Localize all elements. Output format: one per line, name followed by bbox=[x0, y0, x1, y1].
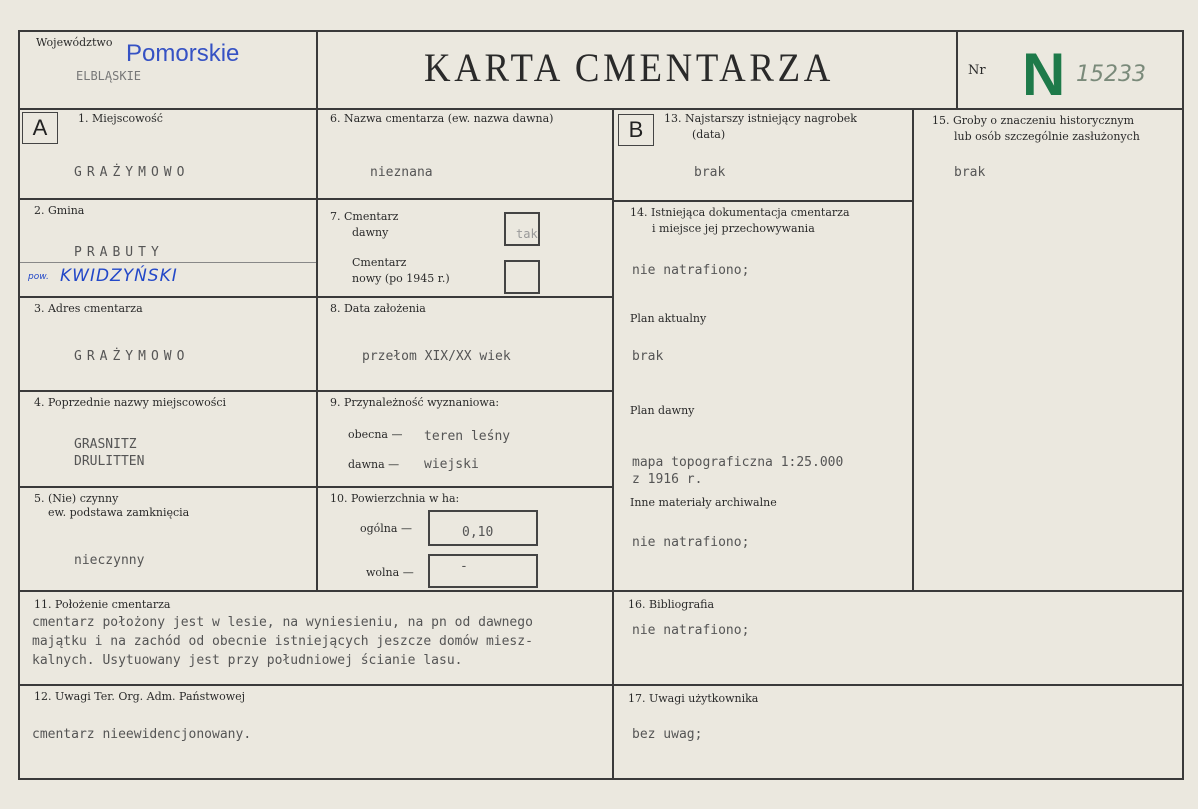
field12-value: cmentarz nieewidencjonowany. bbox=[32, 727, 252, 742]
field13-label2: (data) bbox=[692, 128, 726, 141]
field9-former-value: wiejski bbox=[424, 457, 479, 472]
field10-free-label: wolna — bbox=[366, 566, 414, 579]
field4-label: 4. Poprzednie nazwy miejscowości bbox=[34, 396, 227, 409]
field2-powiat-prefix: pow. bbox=[28, 272, 49, 282]
divider-m3 bbox=[316, 390, 612, 392]
field3-label: 3. Adres cmentarza bbox=[34, 302, 143, 315]
field7-new-checkbox[interactable] bbox=[504, 260, 540, 294]
field16-value: nie natrafiono; bbox=[632, 623, 750, 638]
plan-old-value2: z 1916 r. bbox=[632, 472, 703, 487]
divider-r1 bbox=[18, 198, 316, 200]
field1-value: GRAŻYMOWO bbox=[74, 165, 190, 180]
field7-old-value: tak bbox=[516, 227, 538, 241]
field17-label: 17. Uwagi użytkownika bbox=[628, 692, 759, 705]
section-b-box: B bbox=[618, 114, 654, 146]
field14-value: nie natrafiono; bbox=[632, 263, 750, 278]
plan-old-label: Plan dawny bbox=[630, 404, 695, 417]
field2-value: PRABUTY bbox=[74, 245, 164, 260]
voivodeship-stamp: Pomorskie bbox=[126, 40, 240, 67]
divider-m1 bbox=[316, 198, 612, 200]
voivodeship-old: ELBLĄSKIE bbox=[76, 69, 142, 83]
field2-underline bbox=[20, 262, 316, 263]
other-materials-label: Inne materiały archiwalne bbox=[630, 496, 777, 509]
field7-old-label1: 7. Cmentarz bbox=[330, 210, 399, 223]
field15-label1: 15. Groby o znaczeniu historycznym bbox=[932, 114, 1135, 127]
field5-label1: 5. (Nie) czynny bbox=[34, 492, 119, 505]
field16-label: 16. Bibliografia bbox=[628, 598, 715, 611]
field14-label2: i miejsce jej przechowywania bbox=[652, 222, 815, 235]
field15-value: brak bbox=[954, 165, 986, 180]
nr-label: Nr bbox=[968, 63, 986, 78]
field10-free-box[interactable] bbox=[428, 554, 538, 588]
page-title: KARTA CMENTARZA bbox=[424, 45, 835, 90]
frame-top bbox=[18, 30, 1184, 32]
field7-old-label2: dawny bbox=[352, 226, 389, 239]
nr-number: 15233 bbox=[1076, 62, 1146, 87]
field3-value: GRAŻYMOWO bbox=[74, 349, 190, 364]
field11-line2: majątku i na zachód od obecnie istniejących jeszcze domów miesz- bbox=[32, 634, 533, 649]
field15-label2: lub osób szczególnie zasłużonych bbox=[954, 130, 1140, 143]
divider-r4 bbox=[18, 486, 316, 488]
field10-free-value: - bbox=[460, 559, 468, 574]
field5-label2: ew. podstawa zamknięcia bbox=[48, 506, 190, 519]
field11-label: 11. Położenie cmentarza bbox=[34, 598, 171, 611]
field11-line1: cmentarz położony jest w lesie, na wyniesieniu, na pn od dawnego bbox=[32, 615, 533, 630]
field4-value1: GRASNITZ bbox=[74, 437, 137, 452]
divider-m4 bbox=[316, 486, 612, 488]
field9-current-label: obecna — bbox=[348, 428, 403, 441]
divider-header bbox=[18, 108, 1184, 110]
field10-label: 10. Powierzchnia w ha: bbox=[330, 492, 460, 505]
voivodeship-label: Województwo bbox=[36, 36, 113, 49]
other-materials-value: nie natrafiono; bbox=[632, 535, 750, 550]
field8-value: przełom XIX/XX wiek bbox=[362, 349, 511, 364]
field2-powiat: KWIDZYŃSKI bbox=[60, 266, 178, 286]
divider-header-nr bbox=[956, 30, 958, 110]
divider-r2 bbox=[18, 296, 316, 298]
divider-col3 bbox=[912, 108, 914, 592]
field13-label1: 13. Najstarszy istniejący nagrobek bbox=[664, 112, 857, 125]
field10-total-value: 0,10 bbox=[462, 525, 494, 540]
field4-value2: DRULITTEN bbox=[74, 454, 145, 469]
field8-label: 8. Data założenia bbox=[330, 302, 426, 315]
nr-letter: N bbox=[1022, 41, 1066, 108]
field10-total-label: ogólna — bbox=[360, 522, 412, 535]
divider-r5 bbox=[18, 590, 1184, 592]
field13-value: brak bbox=[694, 165, 726, 180]
plan-current-label: Plan aktualny bbox=[630, 312, 707, 325]
field14-label1: 14. Istniejąca dokumentacja cmentarza bbox=[630, 206, 850, 219]
divider-b1 bbox=[612, 200, 912, 202]
divider-m2 bbox=[316, 296, 612, 298]
field9-current-value: teren leśny bbox=[424, 429, 511, 444]
field7-new-label2: nowy (po 1945 r.) bbox=[352, 272, 450, 285]
divider-r6 bbox=[18, 684, 1184, 686]
frame-bottom bbox=[18, 778, 1184, 780]
field11-line3: kalnych. Usytuowany jest przy południowej ścianie lasu. bbox=[32, 653, 463, 668]
divider-col2 bbox=[612, 108, 614, 778]
field17-value: bez uwag; bbox=[632, 727, 703, 742]
section-a-box: A bbox=[22, 112, 58, 144]
divider-r3 bbox=[18, 390, 316, 392]
divider-col1 bbox=[316, 30, 318, 590]
frame-right bbox=[1182, 30, 1184, 780]
field5-value: nieczynny bbox=[74, 553, 145, 568]
field6-value: nieznana bbox=[370, 165, 433, 180]
field2-label: 2. Gmina bbox=[34, 204, 85, 217]
field7-new-label1: Cmentarz bbox=[352, 256, 407, 269]
field9-label: 9. Przynależność wyznaniowa: bbox=[330, 396, 500, 409]
field12-label: 12. Uwagi Ter. Org. Adm. Państwowej bbox=[34, 690, 246, 703]
field9-former-label: dawna — bbox=[348, 458, 400, 471]
plan-current-value: brak bbox=[632, 349, 664, 364]
field6-label: 6. Nazwa cmentarza (ew. nazwa dawna) bbox=[330, 112, 554, 125]
frame-left bbox=[18, 30, 20, 780]
field1-label: 1. Miejscowość bbox=[78, 112, 163, 125]
plan-old-value1: mapa topograficzna 1:25.000 bbox=[632, 455, 844, 470]
